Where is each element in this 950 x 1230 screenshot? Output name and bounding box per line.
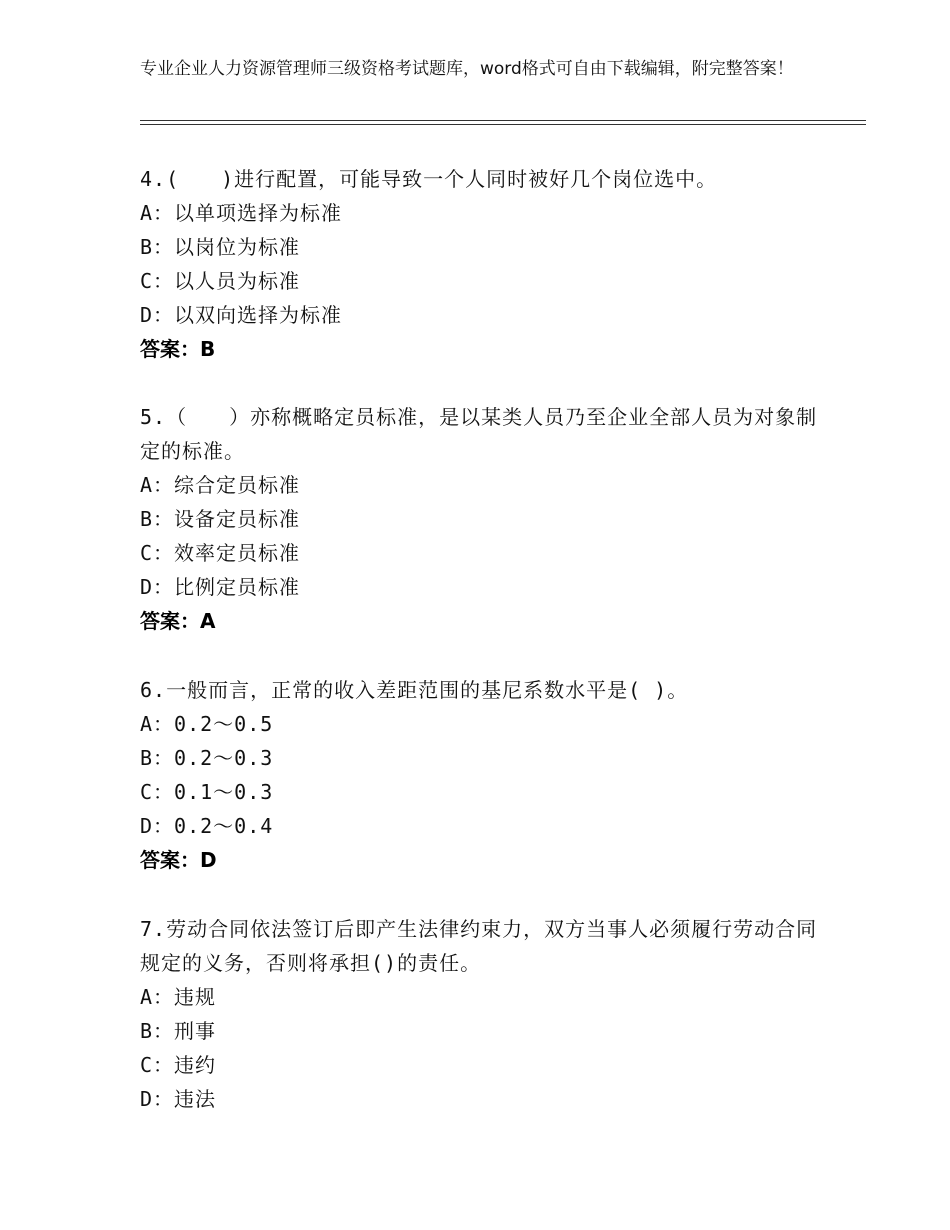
question-stem: 6.一般而言，正常的收入差距范围的基尼系数水平是( )。 [140,678,689,702]
header-double-rule [140,120,866,125]
option-c: C：以人员为标准 [140,269,301,293]
question-5 [140,400,820,638]
option-d: D：0.2～0.4 [140,814,274,838]
answer-label: 答案：A [140,609,216,633]
option-a: A：以单项选择为标准 [140,201,343,225]
document-header: 专业企业人力资源管理师三级资格考试题库，word格式可自由下载编辑，附完整答案！ [140,59,794,79]
option-c: C：违约 [140,1053,217,1077]
option-c: C：效率定员标准 [140,541,301,565]
question-4 [140,162,820,366]
option-a: A：综合定员标准 [140,473,301,497]
option-b: B：以岗位为标准 [140,235,301,259]
option-b: B：0.2～0.3 [140,746,274,770]
answer-label: 答案：D [140,848,217,872]
option-d: D：比例定员标准 [140,575,301,599]
question-stem: 5.（ ）亦称概略定员标准，是以某类人员乃至企业全部人员为对象制定的标准。 [140,405,818,463]
option-d: D：违法 [140,1087,217,1111]
option-a: A：违规 [140,985,217,1009]
option-d: D：以双向选择为标准 [140,303,343,327]
question-stem: 4.( )进行配置，可能导致一个人同时被好几个岗位选中。 [140,167,718,191]
question-6 [140,673,820,877]
option-a: A：0.2～0.5 [140,712,274,736]
option-c: C：0.1～0.3 [140,780,274,804]
question-stem: 7.劳动合同依法签订后即产生法律约束力，双方当事人必须履行劳动合同规定的义务，否则将承担()的责任。 [140,917,818,975]
question-7 [140,912,820,1116]
option-b: B：刑事 [140,1019,217,1043]
option-b: B：设备定员标准 [140,507,301,531]
answer-label: 答案：B [140,337,216,361]
